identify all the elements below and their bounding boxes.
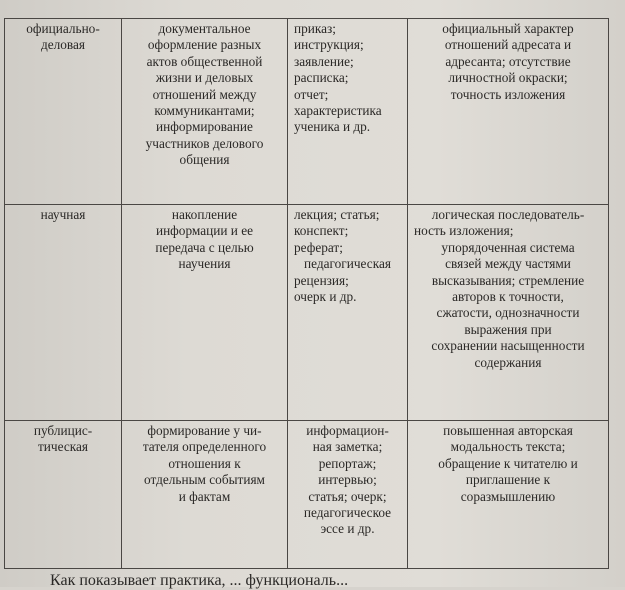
tasks-line: информации и ее bbox=[155, 223, 254, 239]
genres-line: педагогическое bbox=[303, 505, 392, 521]
tasks-line: жизни и деловых bbox=[155, 70, 254, 86]
features-line: приглашение к bbox=[465, 472, 551, 488]
continuation-text: Как показывает практика, ... функциональ... bbox=[50, 572, 349, 589]
style-name-line: деловая bbox=[40, 37, 86, 53]
genres-line: интервью; bbox=[318, 472, 377, 488]
tasks-line: информирование bbox=[156, 119, 253, 135]
features-line: повышенная авторская bbox=[443, 423, 573, 438]
tasks-line: накопление bbox=[171, 207, 238, 222]
features-line: сохранении насыщенности bbox=[431, 338, 585, 354]
genres-line: ученика и др. bbox=[294, 119, 371, 135]
tasks-line: научения bbox=[178, 256, 231, 272]
tasks-line: отношений между bbox=[152, 86, 257, 102]
genres-line: реферат; bbox=[294, 239, 343, 255]
features-line: выражения при bbox=[464, 321, 552, 337]
tasks-line: формирование у чи- bbox=[147, 423, 262, 438]
tasks-line: оформление разных bbox=[147, 37, 262, 53]
tasks-line: и фактам bbox=[178, 488, 231, 504]
genres-line: расписка; bbox=[294, 70, 349, 86]
style-name-line: тическая bbox=[37, 439, 89, 455]
features-line: соразмышлению bbox=[460, 488, 556, 504]
features-cell bbox=[408, 205, 609, 421]
features-line: официальный характер bbox=[442, 21, 574, 36]
genres-line: заявление; bbox=[294, 53, 354, 69]
tasks-line: коммуникантами; bbox=[154, 103, 255, 119]
genres-line: эссе и др. bbox=[320, 521, 375, 537]
features-line: связей между частями bbox=[445, 256, 571, 272]
features-cell bbox=[408, 421, 609, 569]
genres-cell bbox=[288, 205, 408, 421]
features-line: ность изложения; bbox=[414, 223, 514, 239]
style-name-line: публицис- bbox=[33, 423, 93, 438]
tasks-line: тателя определенного bbox=[142, 439, 267, 455]
tasks-line: передача с целью bbox=[155, 239, 254, 255]
features-line: содержания bbox=[474, 354, 542, 370]
features-line: авторов к точности, bbox=[452, 289, 564, 305]
features-line: точность изложения bbox=[450, 86, 566, 102]
table-row bbox=[5, 19, 609, 205]
genres-line: рецензия; bbox=[294, 272, 349, 288]
tasks-cell bbox=[122, 19, 288, 205]
features-line: адресанта; отсутствие bbox=[445, 53, 571, 69]
style-name-cell bbox=[5, 421, 122, 569]
genres-line: приказ; bbox=[294, 21, 336, 36]
genres-line: информацион- bbox=[306, 423, 389, 438]
features-line: логическая последователь- bbox=[431, 207, 585, 222]
features-cell bbox=[408, 19, 609, 205]
genres-line: отчет; bbox=[294, 86, 329, 102]
tasks-line: отдельным событиям bbox=[144, 472, 265, 488]
tasks-cell bbox=[122, 421, 288, 569]
genres-cell bbox=[288, 19, 408, 205]
genres-line: ная заметка; bbox=[312, 439, 383, 455]
features-line: сжатости, однозначности bbox=[436, 305, 580, 321]
genres-line: характеристика bbox=[294, 103, 382, 119]
features-line: высказывания; стремление bbox=[431, 272, 585, 288]
style-name-line: научная bbox=[40, 207, 86, 222]
tasks-line: отношения к bbox=[168, 455, 241, 471]
tasks-cell bbox=[122, 205, 288, 421]
style-name-cell bbox=[5, 19, 122, 205]
tasks-line: общения bbox=[179, 152, 230, 168]
tasks-line: участников делового bbox=[145, 135, 264, 151]
genres-line: конспект; bbox=[294, 223, 349, 239]
features-line: отношений адресата и bbox=[444, 37, 572, 53]
genres-line: инструкция; bbox=[294, 37, 364, 53]
features-line: модальность текста; bbox=[450, 439, 566, 455]
genres-line: репортаж; bbox=[318, 455, 377, 471]
features-line: обращение к читателю и bbox=[438, 455, 578, 471]
tasks-line: документальное bbox=[158, 21, 251, 36]
genres-line: статья; очерк; bbox=[308, 488, 387, 504]
style-name-cell bbox=[5, 205, 122, 421]
genres-line: педагогическая bbox=[304, 256, 391, 272]
genres-cell bbox=[288, 421, 408, 569]
table-row bbox=[5, 421, 609, 569]
genres-line: лекция; статья; bbox=[294, 207, 380, 222]
features-line: личностной окраски; bbox=[448, 70, 568, 86]
tasks-line: актов общественной bbox=[146, 53, 263, 69]
table-row bbox=[5, 205, 609, 421]
functional-styles-table bbox=[4, 18, 609, 569]
genres-line: очерк и др. bbox=[294, 289, 357, 305]
features-line: упорядоченная система bbox=[441, 239, 575, 255]
style-name-line: официально- bbox=[26, 21, 100, 36]
